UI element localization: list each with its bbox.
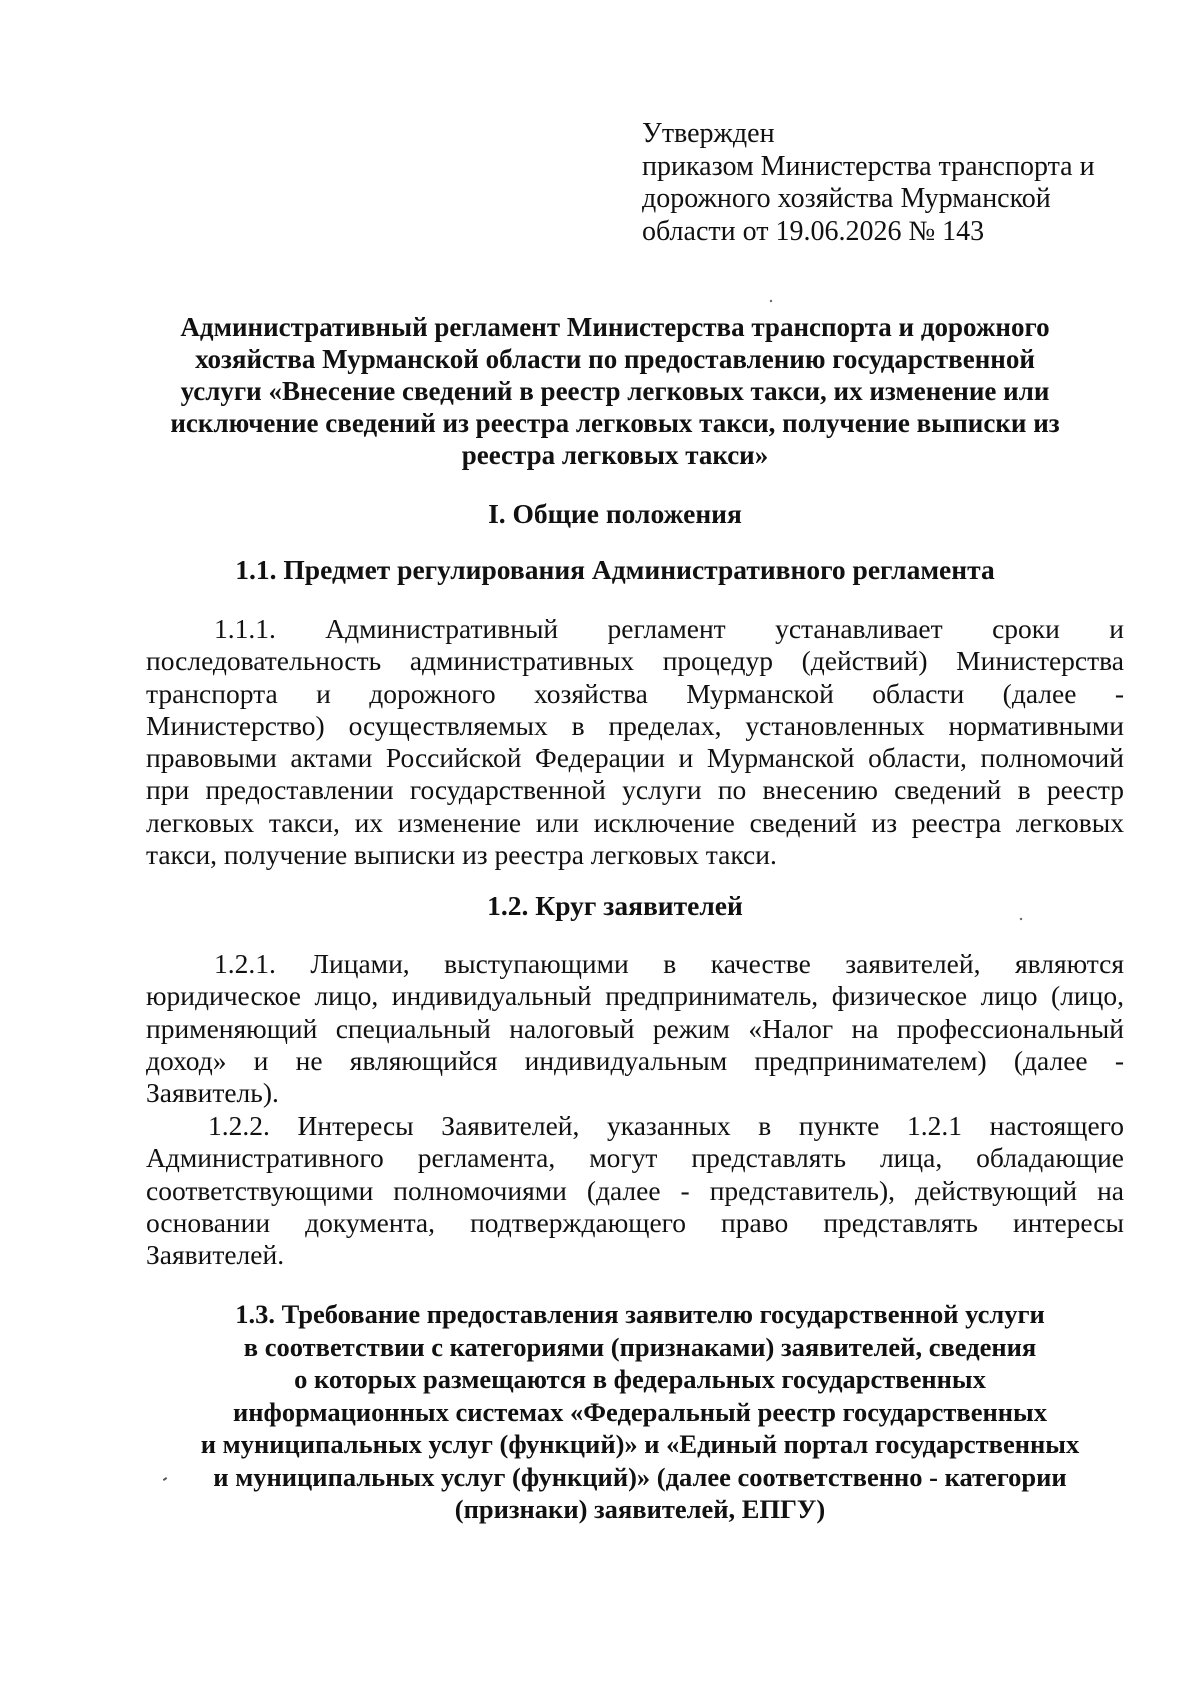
subsection-heading-1-3 xyxy=(150,1298,1130,1526)
heading-line: в соответствии с категориями (признаками) заявителей, сведения xyxy=(243,1331,1037,1362)
paragraph-line: легковых такси, их изменение или исключение сведений из реестра легковых xyxy=(146,806,1124,838)
paragraph-line: 1.2.2. Интересы Заявителей, указанных в пункте 1.2.1 настоящего xyxy=(208,1110,1124,1141)
title-line: исключение сведений из реестра легковых такси, получение выписки из xyxy=(170,408,1060,438)
paragraph-line: 1.2.1. Лицами, выступающими в качестве заявителей, являются xyxy=(214,948,1124,979)
heading-line: и муниципальных услуг (функций)» и «Единый портал государственных xyxy=(200,1429,1080,1459)
paragraph-line: при предоставлении государственной услуги по внесению сведений в реестр xyxy=(146,774,1124,806)
paragraph-line: такси, получение выписки из реестра легковых такси. xyxy=(146,839,777,871)
scan-speck xyxy=(770,300,773,303)
title-line: реестра легковых такси» xyxy=(461,440,769,470)
paragraph-line: Административного регламента, могут представлять лица, обладающие xyxy=(146,1142,1124,1174)
heading-line: о которых размещаются в федеральных государственных xyxy=(294,1364,986,1394)
paragraph-1-2-2 xyxy=(146,1110,1124,1271)
paragraph-1-1-1 xyxy=(146,613,1124,871)
paragraph-line: Министерство) осуществляемых в пределах, установленных нормативными xyxy=(146,709,1124,741)
subsection-heading: 1.1. Предмет регулирования Административного регламента xyxy=(235,554,995,585)
approval-line: приказом Министерства транспорта и xyxy=(642,150,1095,182)
approval-line: области от 19.06.2026 № 143 xyxy=(642,215,985,247)
paragraph-line: последовательность административных процедур (действий) Министерства xyxy=(146,645,1124,677)
title-line: услуги «Внесение сведений в реестр легковых такси, их изменение или xyxy=(180,376,1050,406)
paragraph-line: Заявителей. xyxy=(146,1239,285,1271)
title-line: Административный регламент Министерства транспорта и дорожного xyxy=(180,312,1050,342)
approval-line: дорожного хозяйства Мурманской xyxy=(642,183,1051,214)
approval-block xyxy=(642,118,1112,248)
paragraph-line: Заявитель). xyxy=(146,1077,279,1109)
paragraph-line: соответствующими полномочиями (далее - представитель), действующий на xyxy=(146,1174,1124,1206)
heading-line: и муниципальных услуг (функций)» (далее соответственно - категории xyxy=(213,1461,1067,1492)
paragraph-line: юридическое лицо, индивидуальный предприниматель, физическое лицо (лицо, xyxy=(146,980,1124,1012)
approval-line: Утвержден xyxy=(642,118,775,149)
heading-line: информационных системах «Федеральный реестр государственных xyxy=(233,1396,1047,1427)
section-heading: I. Общие положения xyxy=(488,498,742,529)
subsection-heading: 1.2. Круг заявителей xyxy=(487,890,743,921)
paragraph-line: транспорта и дорожного хозяйства Мурманской области (далее - xyxy=(146,677,1124,709)
paragraph-line: правовыми актами Российской Федерации и Мурманской области, полномочий xyxy=(146,742,1124,774)
paragraph-1-2-1 xyxy=(146,948,1124,1109)
heading-line: 1.3. Требование предоставления заявителю государственной услуги xyxy=(235,1299,1045,1329)
paragraph-line: 1.1.1. Административный регламент устанавливает сроки и xyxy=(214,613,1124,644)
document-title xyxy=(140,311,1090,471)
paragraph-line: применяющий специальный налоговый режим «Налог на профессиональный xyxy=(146,1012,1124,1044)
paragraph-line: доход» и не являющийся индивидуальным предпринимателем) (далее - xyxy=(146,1044,1124,1076)
heading-line: (признаки) заявителей, ЕПГУ) xyxy=(454,1494,826,1524)
paragraph-line: основании документа, подтверждающего право представлять интересы xyxy=(146,1206,1124,1238)
title-line: хозяйства Мурманской области по предоставлению государственной xyxy=(195,344,1035,374)
